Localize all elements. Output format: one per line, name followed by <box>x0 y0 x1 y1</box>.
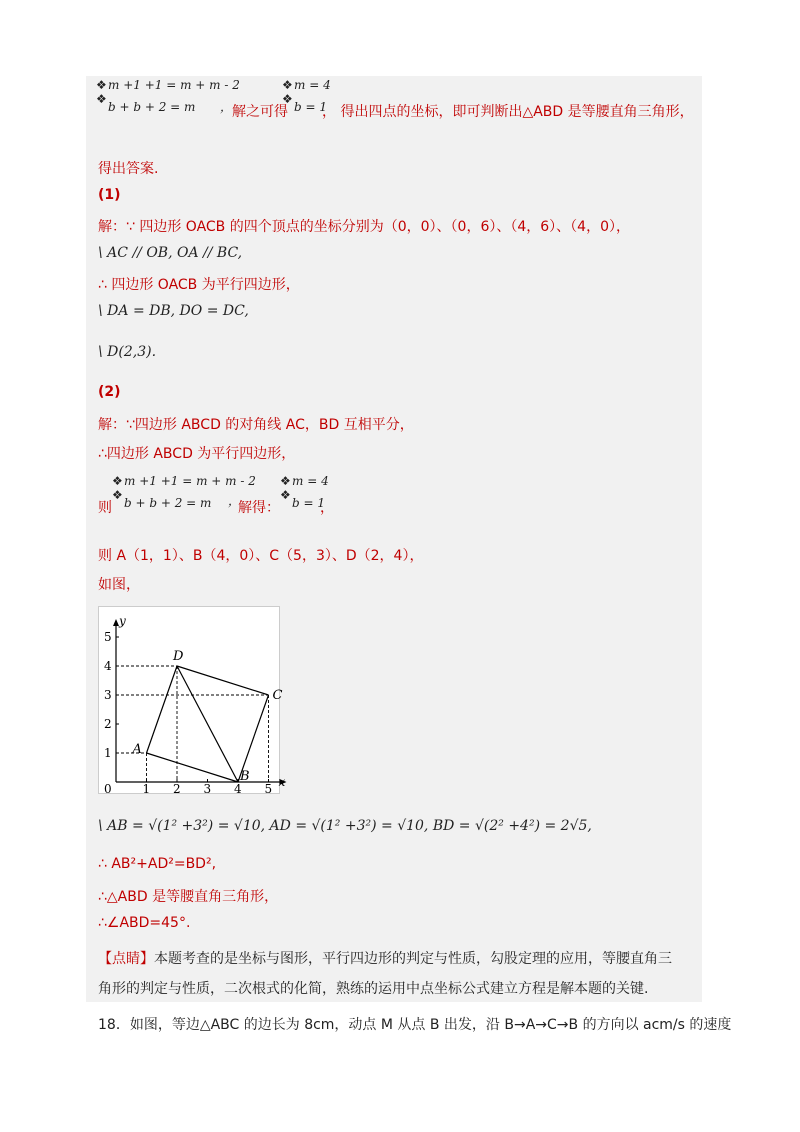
part-2-line-2: ∴四边形 ABCD 为平行四边形， <box>98 446 296 462</box>
equation-line: m = 4 <box>294 78 331 92</box>
angle-line: ∴∠ABD=45°. <box>98 915 191 931</box>
equation-line: b + b + 2 = m <box>124 496 212 510</box>
y-tick-label: 1 <box>104 746 112 760</box>
tip-line-1 <box>98 948 672 968</box>
tip-line-2: 角形的判定与性质，二次根式的化简，熟练的运用中点坐标公式建立方程是解本题的关键. <box>98 981 649 997</box>
figure-frame <box>99 607 280 794</box>
y-tick-label: 3 <box>104 688 112 702</box>
y-axis-label: y <box>119 614 126 628</box>
part-1-line-5: \ D(2,3). <box>98 344 157 360</box>
side-da <box>147 666 178 753</box>
part-2-line-1: 解：∵四边形 ABCD 的对角线 AC，BD 互相平分， <box>98 417 414 433</box>
pythagorean-line: ∴ AB²+AD²=BD², <box>98 856 217 872</box>
equation-line: b = 1 <box>292 496 325 510</box>
x-tick-label: 1 <box>142 782 151 796</box>
part-1-label: (1) <box>98 187 121 203</box>
question-18: 18．如图，等边△ABC 的边长为 8cm，动点 M 从点 B 出发，沿 B→A→C→B 的方向以 acm/s 的速度 <box>98 1017 732 1033</box>
comma: ， <box>320 500 334 516</box>
as-figure-line: 如图， <box>98 577 140 593</box>
side-ab <box>147 753 239 782</box>
equation-line: b + b + 2 = m <box>108 100 196 114</box>
text-conclusion: ， 得出四点的坐标，即可判断出△ABD 是等腰直角三角形， <box>322 104 694 120</box>
side-cd <box>177 666 269 695</box>
equation-line: m +1 +1 = m + m - 2 <box>124 474 256 488</box>
text-solve: 解之可得 <box>232 104 288 120</box>
x-tick-label: 5 <box>264 782 273 796</box>
text-solve-2: 解得： <box>238 500 280 516</box>
y-tick-label: 2 <box>104 717 112 731</box>
brace-right-2: ❖ ❖ <box>280 474 291 502</box>
part-1-line-3: ∴ 四边形 OACB 为平行四边形， <box>98 277 300 293</box>
comma: ， <box>220 100 233 114</box>
x-tick-label: 2 <box>173 782 181 796</box>
diagonal-bd <box>177 666 238 782</box>
text-answer: 得出答案. <box>98 161 159 177</box>
point-label-b: B <box>240 769 250 784</box>
text-then: 则 <box>98 500 112 516</box>
y-tick-label: 4 <box>104 659 112 673</box>
equation-line: m = 4 <box>292 474 329 488</box>
x-tick-label: 3 <box>203 782 212 796</box>
part-1-line-2: \ AC // OB, OA // BC, <box>98 245 243 261</box>
point-label-c: C <box>272 688 283 703</box>
point-label-a: A <box>132 742 142 757</box>
distance-equation: \ AB = √(1² +3²) = √10, AD = √(1² +3²) = √10, BD = √(2² +4²) = 2√5, <box>98 818 592 834</box>
part-2-label: (2) <box>98 384 121 400</box>
coordinate-figure <box>98 606 286 796</box>
brace-right-1: ❖ ❖ <box>282 78 293 106</box>
tip-tag: 【点睛】 <box>98 951 154 967</box>
x-tick-label: 0 <box>104 782 112 796</box>
comma: ， <box>228 494 241 508</box>
y-tick-label: 5 <box>104 630 112 644</box>
equation-line: m +1 +1 = m + m - 2 <box>108 78 240 92</box>
isosceles-line: ∴△ABD 是等腰直角三角形， <box>98 889 279 905</box>
equation-line: b = 1 <box>294 100 327 114</box>
point-label-d: D <box>173 649 184 664</box>
x-axis-label: x <box>278 775 286 789</box>
points-line: 则 A（1，1）、B（4，0）、C（5，3）、D（2，4）， <box>98 548 424 564</box>
brace-left-1: ❖ ❖ <box>96 78 107 106</box>
brace-left-2: ❖ ❖ <box>112 474 123 502</box>
tip-text-1: 本题考查的是坐标与图形，平行四边形的判定与性质，勾股定理的应用，等腰直角三 <box>154 951 672 967</box>
x-tick-label: 4 <box>234 782 242 796</box>
part-1-line-4: \ DA = DB, DO = DC, <box>98 303 249 319</box>
part-1-line-1: 解：∵ 四边形 OACB 的四个顶点的坐标分别为（0，0）、（0，6）、（4，6）、（4，0）， <box>98 219 630 235</box>
